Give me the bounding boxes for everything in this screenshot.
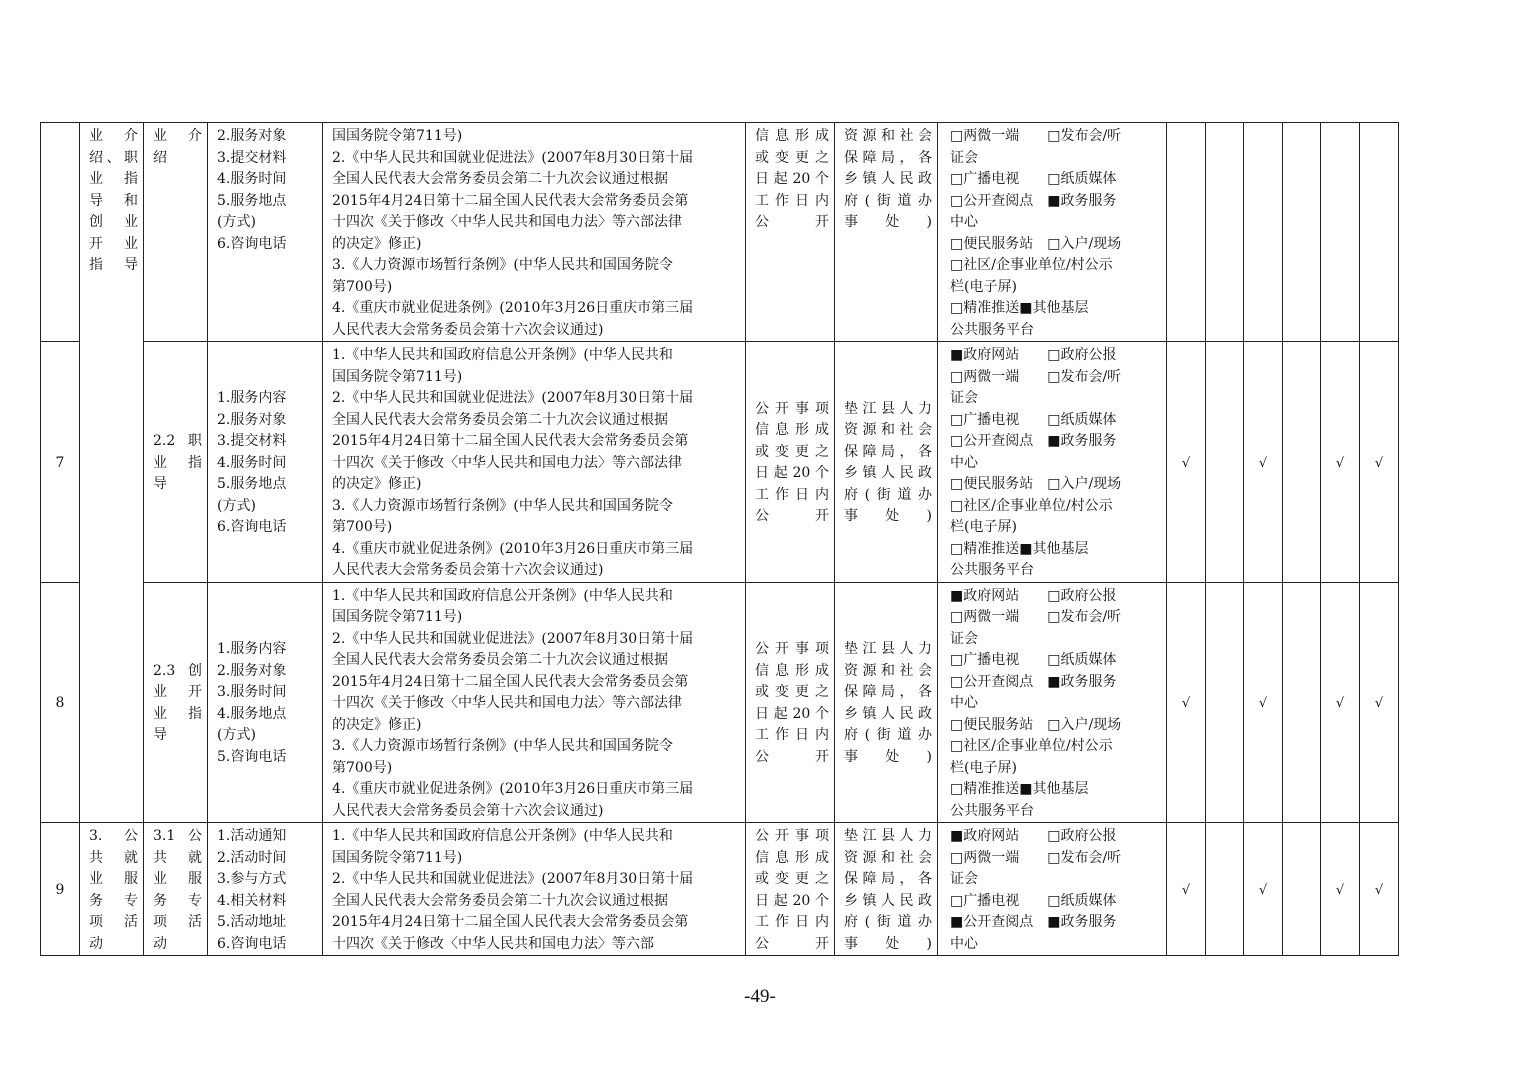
channels-cell-line: 中心 — [950, 454, 978, 471]
subcategory-cell-line: 共 就 — [153, 849, 202, 866]
subject-cell — [835, 123, 938, 342]
items-cell-line: 3.提交材料 — [217, 433, 287, 449]
items-cell-line: 2.服务对象 — [217, 411, 287, 428]
channels-cell-line: □便民服务站 □入户/现场 — [950, 716, 1122, 733]
time-limit-cell-line: 公开 — [755, 748, 829, 765]
items-cell-line: 3.参与方式 — [217, 871, 287, 887]
mark-cell — [1360, 123, 1399, 342]
basis-cell-line: 2.《中华人民共和国就业促进法》(2007年8月30日第十届 — [332, 390, 694, 406]
channels-cell-line: □社区/企事业单位/村公示 — [950, 497, 1113, 514]
table-row — [41, 342, 1399, 583]
items-cell-line: 5.服务地点 — [217, 476, 287, 492]
channels-cell-line: □广播电视 □纸质媒体 — [950, 892, 1117, 909]
time-limit-cell-line: 日起20个 — [755, 465, 829, 482]
category-cell-line: 开 业 — [89, 235, 138, 252]
items-cell-line: 2.服务对象 — [217, 128, 287, 144]
category-cell-line: 指导 — [89, 257, 138, 273]
category-cell-line: 动 — [89, 935, 103, 952]
basis-cell-line: 2.《中华人民共和国就业促进法》(2007年8月30日第十届 — [332, 871, 694, 887]
subject-cell-line: 保障局，各 — [844, 443, 932, 460]
subcategory-cell-line: 业 指 — [153, 454, 202, 471]
subject-cell-line: 乡镇人民政 — [844, 465, 932, 482]
mark-cell — [1283, 582, 1321, 823]
basis-cell — [323, 123, 746, 342]
mark-cell — [1206, 823, 1244, 956]
channels-cell-line: ■公开查阅点 ■政务服务 — [950, 914, 1117, 930]
table-row — [41, 582, 1399, 823]
channels-cell-line: ■政府网站 □政府公报 — [950, 828, 1117, 844]
time-limit-cell-line: 或变更之 — [755, 149, 829, 166]
items-cell-line: 6.咨询电话 — [217, 935, 287, 952]
subcategory-cell-line: 业 开 — [153, 684, 202, 701]
items-cell-line: 4.服务地点 — [217, 705, 287, 722]
basis-cell-line: 全国人民代表大会常务委员会第二十九次会议通过根据 — [332, 652, 668, 668]
mark-cell — [1206, 582, 1244, 823]
row-number: 7 — [41, 342, 80, 583]
channels-cell-line: ■政府网站 □政府公报 — [950, 587, 1117, 604]
channels-cell-line: 栏(电子屏) — [950, 519, 1017, 535]
mark-cell: √ — [1321, 823, 1360, 956]
channels-cell-line: 证会 — [950, 149, 978, 166]
category-cell-line: 导 和 — [89, 192, 138, 209]
subcategory-cell-line: 业 服 — [153, 871, 202, 887]
category-cell — [80, 823, 144, 956]
time-limit-cell-line: 公开事项 — [755, 828, 829, 844]
mark-cell: √ — [1360, 342, 1399, 583]
channels-cell-line: □两微一端 □发布会/听 — [950, 849, 1122, 866]
items-cell-line: 5.咨询电话 — [217, 748, 287, 765]
basis-cell-line: 十四次《关于修改〈中华人民共和国电力法〉等六部法律 — [332, 695, 682, 711]
subcategory-cell-line: 业 指 — [153, 705, 202, 722]
time-limit-cell-line: 或变更之 — [755, 871, 829, 887]
basis-cell-line: 2.《中华人民共和国就业促进法》(2007年8月30日第十届 — [332, 630, 694, 647]
basis-cell-line: 人民代表大会常务委员会第十六次会议通过) — [332, 562, 604, 578]
time-limit-cell-line: 工作日内 — [755, 486, 829, 503]
category-cell-line: 业 服 — [89, 871, 138, 887]
time-limit-cell-line: 工作日内 — [755, 914, 829, 930]
basis-cell-line: 3.《人力资源市场暂行条例》(中华人民共和国国务院令 — [332, 738, 673, 754]
subject-cell-line: 资源和社会 — [844, 128, 932, 144]
basis-cell-line: 1.《中华人民共和国政府信息公开条例》(中华人民共和 — [332, 347, 673, 363]
subject-cell-line: 资源和社会 — [844, 422, 932, 439]
mark-cell: √ — [1244, 582, 1283, 823]
category-cell — [80, 123, 144, 342]
mark-cell: √ — [1244, 823, 1283, 956]
items-cell-line: (方式) — [217, 497, 256, 514]
basis-cell-line: 4.《重庆市就业促进条例》(2010年3月26日重庆市第三届 — [332, 781, 694, 797]
subject-cell-line: 事处) — [844, 508, 932, 525]
subcategory-cell-line: 导 — [153, 727, 167, 744]
subcategory-cell — [144, 823, 208, 956]
basis-cell-line: 全国人民代表大会常务委员会第二十九次会议通过根据 — [332, 171, 668, 187]
items-cell-line: 1.服务内容 — [217, 390, 287, 406]
basis-cell-line: 2015年4月24日第十二届全国人民代表大会常务委员会第 — [332, 673, 689, 690]
subject-cell — [835, 823, 938, 956]
category-cell — [80, 342, 144, 583]
items-cell-line: 1.服务内容 — [217, 641, 287, 658]
subcategory-cell-line: 项 活 — [153, 914, 202, 930]
items-cell-line: 3.服务时间 — [217, 684, 287, 701]
channels-cell-line: 证会 — [950, 871, 978, 887]
items-cell — [208, 823, 323, 956]
subcategory-cell-line: 业 介 — [153, 128, 202, 144]
items-cell-line: 2.活动时间 — [217, 849, 287, 866]
category-cell-line: 绍、职 — [89, 149, 138, 166]
mark-cell — [1206, 123, 1244, 342]
basis-cell-line: 人民代表大会常务委员会第十六次会议通过) — [332, 802, 604, 819]
channels-cell-line: 栏(电子屏) — [950, 278, 1017, 295]
subject-cell-line: 保障局，各 — [844, 149, 932, 166]
items-cell-line: (方式) — [217, 214, 256, 230]
channels-cell-line: □公开查阅点 ■政务服务 — [950, 673, 1117, 690]
channels-cell-line: 公共服务平台 — [950, 562, 1034, 578]
basis-cell-line: 国国务院令第711号) — [332, 609, 463, 625]
time-limit-cell-line: 日起20个 — [755, 892, 829, 909]
subject-cell-line: 府(街道办 — [844, 727, 932, 744]
basis-cell-line: 国国务院令第711号) — [332, 368, 463, 385]
channels-cell-line: □两微一端 □发布会/听 — [950, 128, 1122, 144]
subcategory-cell — [144, 582, 208, 823]
mark-cell: √ — [1360, 823, 1399, 956]
channels-cell-line: 公共服务平台 — [950, 802, 1034, 819]
table-row — [41, 823, 1399, 956]
category-cell-line: 业 指 — [89, 171, 138, 187]
subject-cell-line: 乡镇人民政 — [844, 171, 932, 187]
basis-cell-line: 的决定》修正) — [332, 476, 422, 492]
basis-cell-line: 十四次《关于修改〈中华人民共和国电力法〉等六部 — [332, 935, 654, 952]
subject-cell-line: 乡镇人民政 — [844, 705, 932, 722]
row-number: 9 — [41, 823, 80, 956]
time-limit-cell-line: 信息形成 — [755, 128, 829, 144]
items-cell-line: 4.服务时间 — [217, 454, 287, 471]
basis-cell-line: 4.《重庆市就业促进条例》(2010年3月26日重庆市第三届 — [332, 300, 694, 316]
channels-cell-line: □公开查阅点 ■政务服务 — [950, 192, 1117, 209]
basis-cell — [323, 823, 746, 956]
items-cell-line: 5.活动地址 — [217, 914, 287, 930]
time-limit-cell-line: 公开事项 — [755, 400, 829, 417]
time-limit-cell-line: 信息形成 — [755, 662, 829, 679]
channels-cell-line: ■政府网站 □政府公报 — [950, 347, 1117, 363]
channels-cell-line: 中心 — [950, 935, 978, 952]
channels-cell-line: □两微一端 □发布会/听 — [950, 368, 1122, 385]
basis-cell-line: 2015年4月24日第十二届全国人民代表大会常务委员会第 — [332, 192, 689, 209]
category-cell-line: 3. 公 — [89, 828, 138, 844]
channels-cell — [938, 582, 1167, 823]
time-limit-cell-line: 公开事项 — [755, 641, 829, 658]
disclosure-table — [40, 122, 1399, 956]
channels-cell-line: 公共服务平台 — [950, 321, 1034, 338]
mark-cell: √ — [1244, 342, 1283, 583]
category-cell-line: 创 业 — [89, 214, 138, 230]
channels-cell — [938, 123, 1167, 342]
basis-cell-line: 第700号) — [332, 278, 393, 295]
basis-cell-line: 1.《中华人民共和国政府信息公开条例》(中华人民共和 — [332, 587, 673, 604]
channels-cell-line: □便民服务站 □入户/现场 — [950, 235, 1122, 252]
category-cell-line: 务 专 — [89, 892, 138, 909]
basis-cell-line: 十四次《关于修改〈中华人民共和国电力法〉等六部法律 — [332, 214, 682, 230]
basis-cell-line: 的决定》修正) — [332, 716, 422, 733]
time-limit-cell-line: 日起20个 — [755, 705, 829, 722]
items-cell — [208, 342, 323, 583]
subject-cell — [835, 582, 938, 823]
basis-cell-line: 2015年4月24日第十二届全国人民代表大会常务委员会第 — [332, 914, 689, 930]
subject-cell-line: 资源和社会 — [844, 849, 932, 866]
time-limit-cell-line: 信息形成 — [755, 422, 829, 439]
basis-cell-line: 全国人民代表大会常务委员会第二十九次会议通过根据 — [332, 892, 668, 909]
subcategory-cell-line: 2.3 创 — [153, 662, 202, 679]
mark-cell: √ — [1167, 582, 1206, 823]
channels-cell-line: □广播电视 □纸质媒体 — [950, 652, 1117, 668]
items-cell — [208, 123, 323, 342]
mark-cell — [1167, 123, 1206, 342]
basis-cell-line: 4.《重庆市就业促进条例》(2010年3月26日重庆市第三届 — [332, 540, 694, 557]
channels-cell-line: □公开查阅点 ■政务服务 — [950, 433, 1117, 449]
subject-cell-line: 事处) — [844, 214, 932, 230]
category-cell-line: 共 就 — [89, 849, 138, 866]
time-limit-cell-line: 工作日内 — [755, 727, 829, 744]
time-limit-cell-line: 公开 — [755, 214, 829, 230]
subject-cell-line: 垫江县人力 — [844, 400, 932, 417]
subcategory-cell-line: 2.2 职 — [153, 433, 202, 449]
time-limit-cell-line: 或变更之 — [755, 684, 829, 701]
basis-cell-line: 2.《中华人民共和国就业促进法》(2007年8月30日第十届 — [332, 149, 694, 166]
time-limit-cell-line: 工作日内 — [755, 192, 829, 209]
mark-cell: √ — [1321, 582, 1360, 823]
subject-cell-line: 保障局，各 — [844, 684, 932, 701]
channels-cell-line: □精准推送■其他基层 — [950, 300, 1089, 316]
items-cell-line: 2.服务对象 — [217, 662, 287, 679]
mark-cell: √ — [1167, 823, 1206, 956]
subcategory-cell-line: 导 — [153, 476, 167, 492]
subcategory-cell — [144, 123, 208, 342]
page-number: -49- — [744, 986, 776, 1007]
subject-cell-line: 垫江县人力 — [844, 828, 932, 844]
basis-cell-line: 1.《中华人民共和国政府信息公开条例》(中华人民共和 — [332, 828, 673, 844]
mark-cell: √ — [1360, 582, 1399, 823]
mark-cell — [1244, 123, 1283, 342]
items-cell-line: 4.服务时间 — [217, 171, 287, 187]
channels-cell-line: □精准推送■其他基层 — [950, 781, 1089, 797]
channels-cell-line: □社区/企事业单位/村公示 — [950, 738, 1113, 754]
subject-cell-line: 府(街道办 — [844, 914, 932, 930]
category-cell — [80, 582, 144, 823]
channels-cell-line: 中心 — [950, 214, 978, 230]
channels-cell — [938, 823, 1167, 956]
subject-cell-line: 府(街道办 — [844, 192, 932, 209]
channels-cell-line: 证会 — [950, 630, 978, 647]
time-limit-cell-line: 信息形成 — [755, 849, 829, 866]
subject-cell-line: 保障局，各 — [844, 871, 932, 887]
mark-cell — [1283, 342, 1321, 583]
category-cell-line: 项 活 — [89, 914, 138, 930]
time-limit-cell — [746, 342, 835, 583]
mark-cell — [1283, 123, 1321, 342]
subcategory-cell — [144, 342, 208, 583]
subject-cell-line: 资源和社会 — [844, 662, 932, 679]
row-number: 8 — [41, 582, 80, 823]
basis-cell — [323, 342, 746, 583]
subcategory-cell-line: 动 — [153, 935, 167, 952]
row-number — [41, 123, 80, 342]
time-limit-cell-line: 或变更之 — [755, 443, 829, 460]
time-limit-cell-line: 公开 — [755, 508, 829, 525]
items-cell-line: 3.提交材料 — [217, 149, 287, 166]
category-cell-line: 业 介 — [89, 128, 138, 144]
time-limit-cell-line: 公开 — [755, 935, 829, 952]
channels-cell-line: □广播电视 □纸质媒体 — [950, 411, 1117, 428]
subject-cell-line: 事处) — [844, 748, 932, 765]
channels-cell-line: □便民服务站 □入户/现场 — [950, 476, 1122, 492]
subject-cell — [835, 342, 938, 583]
basis-cell-line: 3.《人力资源市场暂行条例》(中华人民共和国国务院令 — [332, 497, 673, 514]
items-cell-line: (方式) — [217, 727, 256, 744]
channels-cell-line: 中心 — [950, 695, 978, 711]
mark-cell — [1206, 342, 1244, 583]
subject-cell-line: 府(街道办 — [844, 486, 932, 503]
time-limit-cell — [746, 823, 835, 956]
subject-cell-line: 事处) — [844, 935, 932, 952]
items-cell-line: 1.活动通知 — [217, 828, 287, 844]
time-limit-cell — [746, 123, 835, 342]
table-row — [41, 123, 1399, 342]
time-limit-cell-line: 日起20个 — [755, 171, 829, 187]
basis-cell-line: 3.《人力资源市场暂行条例》(中华人民共和国国务院令 — [332, 257, 673, 273]
items-cell-line: 6.咨询电话 — [217, 519, 287, 535]
items-cell-line: 5.服务地点 — [217, 192, 287, 209]
mark-cell — [1283, 823, 1321, 956]
basis-cell-line: 全国人民代表大会常务委员会第二十九次会议通过根据 — [332, 411, 668, 428]
table-body — [41, 123, 1399, 956]
items-cell-line: 6.咨询电话 — [217, 235, 287, 252]
channels-cell-line: □精准推送■其他基层 — [950, 540, 1089, 557]
basis-cell-line: 第700号) — [332, 759, 393, 776]
basis-cell-line: 第700号) — [332, 519, 393, 535]
channels-cell-line: 栏(电子屏) — [950, 759, 1017, 776]
time-limit-cell — [746, 582, 835, 823]
basis-cell-line: 国国务院令第711号) — [332, 128, 463, 144]
items-cell — [208, 582, 323, 823]
subject-cell-line: 垫江县人力 — [844, 641, 932, 658]
channels-cell — [938, 342, 1167, 583]
mark-cell — [1321, 123, 1360, 342]
mark-cell: √ — [1321, 342, 1360, 583]
channels-cell-line: 证会 — [950, 390, 978, 406]
mark-cell: √ — [1167, 342, 1206, 583]
basis-cell-line: 十四次《关于修改〈中华人民共和国电力法〉等六部法律 — [332, 454, 682, 471]
items-cell-line: 4.相关材料 — [217, 892, 287, 909]
basis-cell-line: 的决定》修正) — [332, 235, 422, 252]
basis-cell-line: 2015年4月24日第十二届全国人民代表大会常务委员会第 — [332, 433, 689, 449]
subcategory-cell-line: 绍 — [153, 149, 167, 166]
subcategory-cell-line: 3.1 公 — [153, 828, 202, 844]
basis-cell-line: 国国务院令第711号) — [332, 849, 463, 866]
subcategory-cell-line: 务 专 — [153, 892, 202, 909]
channels-cell-line: □两微一端 □发布会/听 — [950, 609, 1122, 625]
basis-cell-line: 人民代表大会常务委员会第十六次会议通过) — [332, 321, 604, 338]
basis-cell — [323, 582, 746, 823]
subject-cell-line: 乡镇人民政 — [844, 892, 932, 909]
channels-cell-line: □广播电视 □纸质媒体 — [950, 171, 1117, 187]
channels-cell-line: □社区/企事业单位/村公示 — [950, 257, 1113, 273]
